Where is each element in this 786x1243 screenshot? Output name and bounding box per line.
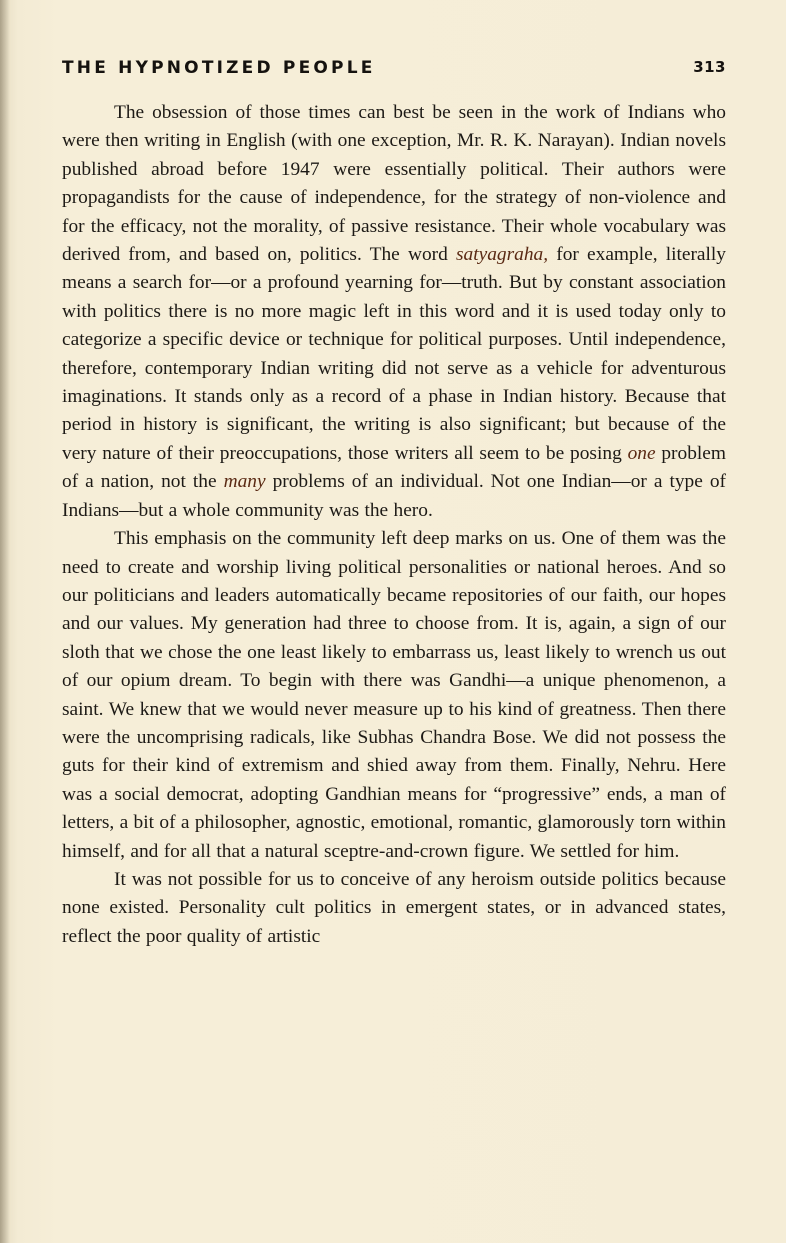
paragraph-2	[62, 525, 726, 866]
binding-gutter-shadow	[0, 0, 10, 1243]
text-segment: problem of a nation, not the	[62, 442, 726, 493]
paragraph-1	[62, 99, 726, 525]
italic-emphasis-one: one	[627, 442, 656, 464]
italic-emphasis-many: many	[223, 471, 266, 493]
text-segment: This emphasis on the community left deep marks on us. One of them was the need to create and worship living political personalities or national heroes. And so our politicians and leaders automatically became repositories of our faith, our hopes and our values. My generation had three to choose from. It is, again, a sign of our sloth that we chose the one least likely to embarrass us, least likely to wrench us out of our opium dream. To begin with there was Gandhi—a unique phenomenon, a saint. We knew that we would never measure up to his kind of greatness. Then there were the uncomprising radicals, like Subhas Chandra Bose. We did not possess the guts for their kind of extremism and shied away from them. Finally, Nehru. Here was a social democrat, adopting Gandhian means for “progressive” ends, a man of letters, a bit of a philosopher, agnostic, emotional, romantic, glamorously torn within himself, and for all that a natural sceptre-and-crown figure. We settled for him.	[62, 528, 726, 862]
italic-term-satyagraha: satyagraha,	[455, 244, 549, 266]
body-text	[62, 99, 726, 951]
text-segment: problems of an individual. Not one Indian—or a type of Indians—but a whole community was the hero.	[62, 471, 727, 521]
text-segment: The obsession of those times can best be seen in the work of Indians who were then writing in English (with one exception, Mr. R. K. Narayan). Indian novels published abroad before 1947 were essentially political. Their authors were propagandists for the cause of independence, for the strategy of non-violence and for the efficacy, not the morality, of passive resistance. Their whole vocabulary was derived from, and based on, politics. The word	[62, 102, 726, 266]
text-segment: for example, literally means a search for—or a profound yearning for—truth. But by constant association with politics there is no more magic left in this word and it is used today only to categorize a specific device or technique for political purposes. Until independence, therefore, contemporary Indian writing did not serve as a vehicle for adventurous imaginations. It stands only as a record of a phase in Indian history. Because that period in history is significant, the writing is also significant; but because of the very nature of their preoccupations, those writers all seem to be posing	[62, 244, 727, 464]
text-segment: It was not possible for us to conceive of any heroism outside politics because none existed. Personality cult politics in emergent states, or in advanced states, reflect the poor quality of artistic	[62, 868, 726, 947]
running-header	[62, 58, 726, 82]
page-number: 313	[693, 58, 726, 76]
running-title: THE HYPNOTIZED PEOPLE	[62, 58, 376, 78]
paragraph-3	[62, 866, 726, 951]
